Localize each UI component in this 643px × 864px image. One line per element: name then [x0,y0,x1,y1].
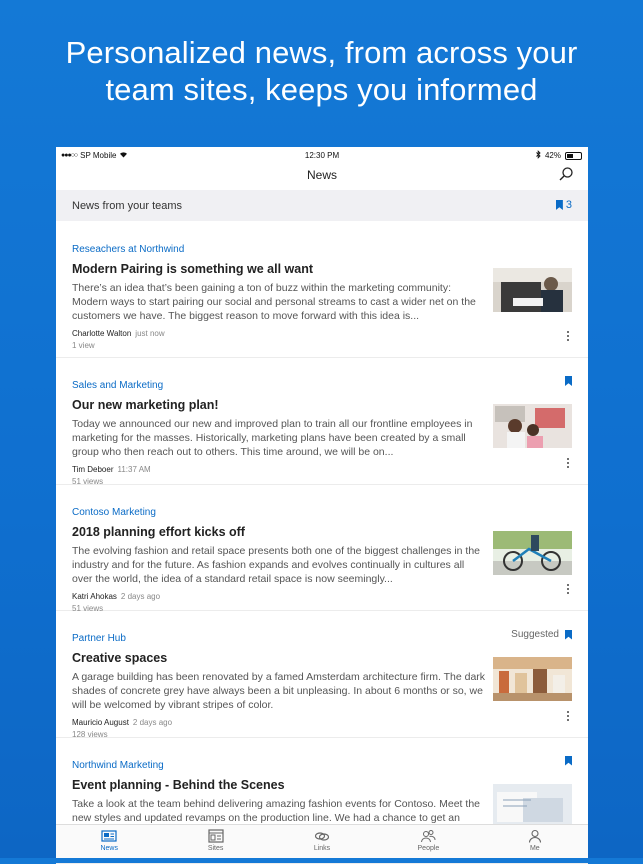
card-site-name[interactable]: Sales and Marketing [72,379,572,392]
card-views: 51 views [72,604,572,613]
bluetooth-icon [536,150,541,161]
marketing-headline [0,34,643,108]
card-site-name[interactable]: Reseachers at Northwind [72,243,572,256]
card-site-name[interactable]: Contoso Marketing [72,506,572,519]
news-icon [101,829,117,843]
card-views: 128 views [72,730,572,739]
news-card[interactable] [56,611,588,738]
more-options-icon[interactable] [567,331,570,343]
battery-percent: 42% [545,151,561,160]
card-site-name[interactable]: Northwind Marketing [72,759,572,772]
card-author: Charlotte Walton [72,329,131,338]
headline-line-2: team sites, keeps you informed [0,71,643,108]
card-flag[interactable] [565,376,572,386]
tab-sites-label: Sites [208,845,224,852]
news-card[interactable] [56,358,588,485]
sites-icon [208,829,224,843]
card-title[interactable]: Our new marketing plan! [72,397,572,413]
bookmark-icon [556,200,563,210]
card-site-name[interactable]: Partner Hub [72,632,572,645]
card-flag[interactable] [511,629,572,640]
tab-links[interactable] [269,825,375,858]
suggested-label: Suggested [511,629,559,640]
card-flag[interactable] [565,756,572,766]
more-options-icon[interactable] [567,711,570,723]
news-card[interactable] [56,221,588,358]
me-icon [527,829,543,843]
tab-people[interactable] [375,825,481,858]
headline-line-1: Personalized news, from across your [0,34,643,71]
links-icon [314,829,330,843]
card-views: 1 view [72,341,572,350]
card-summary: Take a look at the team behind delivering amazing fashion events for Contoso. Meet the new styles and updated revamps on the production line. We had a chance to get an [72,797,486,839]
bookmark-icon[interactable] [565,630,572,640]
tab-sites[interactable] [162,825,268,858]
signal-icon: ●●●○○ [61,152,77,159]
teams-bar-label: News from your teams [72,200,182,212]
tab-people-label: People [418,845,440,852]
news-from-teams-header[interactable] [56,190,588,221]
more-options-icon[interactable] [567,458,570,470]
card-thumbnail-image[interactable] [493,268,572,312]
card-thumbnail-image[interactable] [493,784,572,828]
navigation-bar [56,164,588,190]
card-views: 51 views [72,477,572,486]
saved-count[interactable] [556,199,572,211]
tab-me-label: Me [530,845,540,852]
card-title[interactable]: Modern Pairing is something we all want [72,261,572,277]
card-thumbnail-image[interactable] [493,657,572,701]
card-author: Katri Ahokas [72,592,117,601]
card-title[interactable]: Event planning - Behind the Scenes [72,777,572,793]
card-title[interactable]: 2018 planning effort kicks off [72,524,572,540]
card-time: 2 days ago [121,592,160,601]
page-title: News [307,168,337,182]
card-thumbnail-image[interactable] [493,404,572,448]
bottom-tab-bar [56,824,588,858]
device-screen [56,147,588,858]
bookmark-icon[interactable] [565,756,572,766]
card-author: Mauricio August [72,718,129,727]
card-thumbnail-image[interactable] [493,531,572,575]
news-card[interactable] [56,485,588,612]
card-summary: A garage building has been renovated by a famed Amsterdam architecture firm. The dark shades of concrete grey have always been a bit unpleasing. In about 6 months or so, we will be welcomed by vibrant stripes of color. [72,670,486,712]
status-time: 12:30 PM [56,151,588,160]
status-bar [56,147,588,164]
card-time: 11:37 AM [118,465,151,474]
card-author-line [72,465,572,474]
news-feed [56,221,588,814]
card-time: 2 days ago [133,718,172,727]
bookmark-icon[interactable] [565,376,572,386]
card-author-line [72,592,572,601]
card-summary: The evolving fashion and retail space presents both one of the biggest challenges in the industry and for the future. As fashion expands and evolves continually in cultures all over the world, the idea of a standard retail space is now seemingly... [72,544,486,586]
tab-news[interactable] [56,825,162,858]
card-author-line [72,329,572,338]
carrier-label: SP Mobile [80,151,116,160]
search-icon[interactable] [558,166,574,182]
more-options-icon[interactable] [567,584,570,596]
card-author: Tim Deboer [72,465,114,474]
card-summary: There’s an idea that’s been gaining a ton of buzz within the marketing community: Modern ways to start pairing our social and personal streams to cast a wider net on the customers we have. The biggest reason to move forward with this idea is... [72,281,486,323]
card-summary: Today we announced our new and improved plan to train all our frontline employees in marketing for the masses. Historically, marketing plans have been created by a small group who then reach out to others. This time around, we will be on... [72,417,486,459]
tab-me[interactable] [482,825,588,858]
battery-icon [565,152,582,160]
card-time: just now [135,329,164,338]
card-title[interactable]: Creative spaces [72,650,572,666]
saved-count-value: 3 [566,199,572,211]
people-icon [420,829,436,843]
tab-news-label: News [100,845,118,852]
card-author-line [72,718,572,727]
tab-links-label: Links [314,845,330,852]
